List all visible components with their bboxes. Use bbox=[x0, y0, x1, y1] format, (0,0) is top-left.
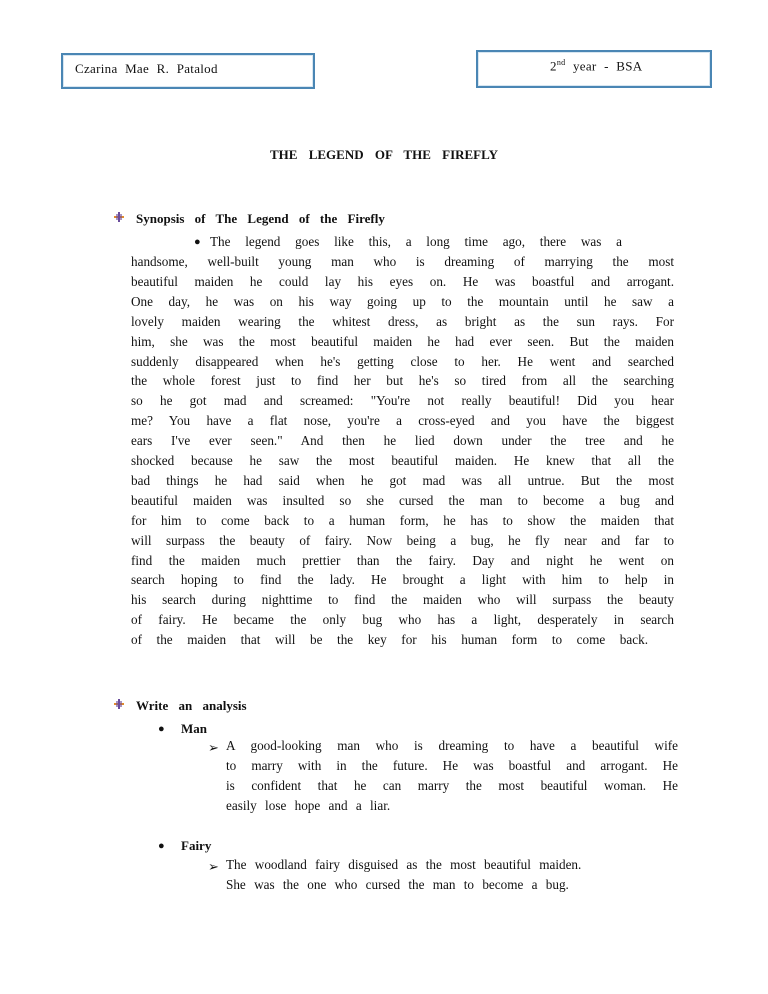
text-line: handsome, well-built young man who is dreaming of marrying the most bbox=[131, 254, 674, 269]
text-line: A good-looking man who is dreaming to have a beautiful wife bbox=[226, 738, 678, 753]
text-line: The woodland fairy disguised as the most beautiful maiden. bbox=[226, 857, 582, 872]
bullet-dot-icon: ● bbox=[158, 723, 165, 735]
year-course-box bbox=[476, 50, 712, 88]
character-fairy-label: Fairy bbox=[181, 838, 212, 853]
bullet-dot-icon: ● bbox=[194, 236, 201, 248]
synopsis-heading: Synopsis of The Legend of the Firefly bbox=[136, 211, 385, 226]
text-line: to marry with in the future. He was boastful and arrogant. He bbox=[226, 758, 678, 773]
year-rest: year - BSA bbox=[572, 58, 643, 74]
text-line: beautiful maiden he could lay his eyes on. He was boastful and arrogant. bbox=[131, 273, 674, 289]
arrow-bullet-icon: ➢ bbox=[208, 859, 219, 874]
text-line: will surpass the beauty of fairy. Now being a bug, he fly near and far to bbox=[131, 532, 674, 548]
text-line: One day, he was on his way going up to the mountain until he saw a bbox=[131, 293, 674, 309]
text-line: so he got mad and screamed: "You're not really beautiful! Did you hear bbox=[131, 393, 674, 409]
text-line: easily lose hope and a liar. bbox=[226, 798, 391, 813]
text-line: of fairy. He became the only bug who has a light, desperately in search bbox=[131, 612, 674, 628]
text-line: me? You have a flat nose, you're a cross-eyed and you have the biggest bbox=[131, 413, 674, 429]
arrow-bullet-icon: ➢ bbox=[208, 740, 219, 755]
diamond-bullet-icon bbox=[113, 211, 125, 223]
author-name-box bbox=[61, 53, 315, 89]
synopsis-first-line: The legend goes like this, a long time ago, there was a bbox=[210, 234, 622, 249]
text-line: suddenly disappeared when he's getting close to her. He went and searched bbox=[131, 353, 674, 369]
text-line: beautiful maiden was insulted so she cursed the man to become a bug and bbox=[131, 492, 674, 508]
text-line: him, she was the most beautiful maiden he had ever seen. But the maiden bbox=[131, 333, 674, 349]
text-line: the whole forest just to find her but he's so tired from all the searching bbox=[131, 373, 674, 389]
character-man-label: Man bbox=[181, 721, 207, 736]
text-line: ears I've ever seen." And then he lied down under the tree and he bbox=[131, 433, 674, 449]
text-line: for him to come back to a human form, he has to show the maiden that bbox=[131, 512, 674, 528]
text-line: bad things he had said when he got mad was all untrue. But the most bbox=[131, 472, 674, 488]
text-line: his search during nighttime to find the maiden who will surpass the beauty bbox=[131, 592, 674, 608]
bullet-dot-icon: ● bbox=[158, 840, 165, 852]
text-line: shocked because he saw the most beautiful maiden. He knew that all the bbox=[131, 453, 674, 468]
text-line: is confident that he can marry the most beautiful woman. He bbox=[226, 778, 678, 793]
text-line: She was the one who cursed the man to become a bug. bbox=[226, 877, 569, 892]
document-title: THE LEGEND OF THE FIREFLY bbox=[269, 147, 498, 162]
diamond-bullet-icon bbox=[113, 698, 125, 710]
year-number: 2 bbox=[550, 58, 557, 74]
author-name: Czarina Mae R. Patalod bbox=[75, 61, 218, 76]
analysis-heading: Write an analysis bbox=[136, 698, 247, 713]
year-suffix: nd bbox=[556, 58, 566, 67]
year-course bbox=[550, 58, 642, 74]
text-line: lovely maiden wearing the whitest dress, as bright as the sun rays. For bbox=[131, 313, 674, 329]
text-line: search hoping to find the lady. He brought a light with him to help in bbox=[131, 572, 674, 588]
text-line: find the maiden much prettier than the fairy. Day and night he went on bbox=[131, 552, 674, 568]
text-line: of the maiden that will be the key for his human form to come back. bbox=[131, 632, 648, 648]
